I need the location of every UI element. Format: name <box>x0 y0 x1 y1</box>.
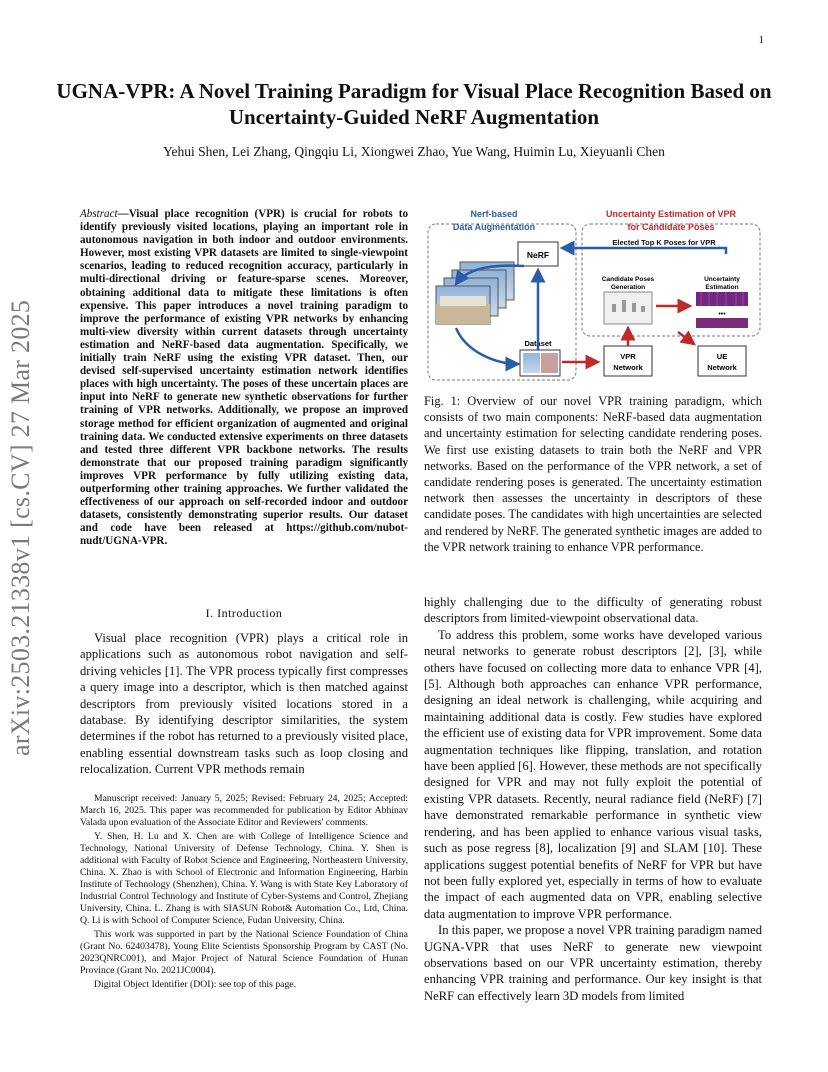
uncert-label-2: Estimation <box>705 284 739 291</box>
left-column-body <box>80 630 408 778</box>
uncert-label-1: Uncertainty <box>704 276 740 283</box>
footnotes <box>80 793 408 993</box>
abstract-text: —Visual place recognition (VPR) is crucial for robots to identify previously visited locations, playing an important role in autonomous navigation in both indoor and outdoor environments. However, most existing VPR datasets are limited to single-viewpoint scenarios, leading to reduced recognition accuracy, particularly in multi-directional driving or feature-sparse scenes. Moreover, obtaining additional data to mitigate these limitations is often expensive. This paper introduces a novel training paradigm to improve the performance of existing VPR networks by enhancing multi-view diversity within current datasets through uncertainty estimation and NeRF-based data augmentation. Specifically, we initially train NeRF using the existing VPR dataset. Then, our devised self-supervised uncertainty estimation network identifies places with high uncertainty. The poses of these uncertain places are input into NeRF to generate new synthetic observations for further training of VPR networks. Additionally, we propose an improved storage method for efficient organization of augmented and original training data. We conducted extensive experiments on three datasets and tested three different VPR backbone networks. The results demonstrate that our proposed training paradigm significantly improves VPR performance by fully utilizing existing data, outperforming other training approaches. We further validated the effectiveness of our approach on self-recorded indoor and outdoor datasets, consistently demonstrating superior results. Our dataset and code have been released at https://github.com/nubot-nudt/UGNA-VPR. <box>80 208 408 548</box>
arxiv-stamp-text: arXiv:2503.21338v1 [cs.CV] 27 Mar 2025 <box>6 299 35 756</box>
figure-diagram <box>426 204 762 384</box>
right-paragraph-2: To address this problem, some works have developed various neural networks to generate robust descriptors [2], [3], while others have focused on collecting more data to enhance VPR [4], [5]. Although both approaches can enhance VPR performance, designing an ideal network is challenging, while acquiring and maintaining additional data is costly. Few studies have explored the efficient use of existing data for VPR improvement. Some data augmentation techniques like flipping, translation, and rotation have been applied [6]. However, these methods are not specifically designed for VPR and may not fully exploit the potential of existing VPR datasets. Recently, neural radiance field (NeRF) [7] have demonstrated remarkable performance in synthetic view rendering, and has been applied to enhance various visual tasks, such as pose regress [8], localization [9] and SLAM [10]. These applications suggest potential benefits of NeRF for VPR but have not been fully explored yet, especially in terms of how to evaluate the impact of each augmented data on VPR, enabling selective data augmentation to improve VPR performance. <box>424 627 762 921</box>
right-title-2: for Candidate Poses <box>627 222 715 232</box>
page-number: 1 <box>758 34 764 46</box>
author-list: Yehui Shen, Lei Zhang, Qingqiu Li, Xiongwei Zhao, Yue Wang, Huimin Lu, Xieyuanli Chen <box>163 144 665 159</box>
abstract <box>80 208 408 548</box>
vpr-label-1: VPR <box>620 352 636 361</box>
uncert-map-2 <box>696 318 748 328</box>
nerf-label: NeRF <box>526 250 550 260</box>
arrow-images-to-dataset <box>456 328 518 364</box>
footnote-affiliations: Y. Shen, H. Lu and X. Chen are with College of Intelligence Science and Technology, National University of Defense Technology, China. Y. Shen is additional with Faculty of Robot Science and Engineering, Northeastern University, China. X. Zhao is with School of Electronic and Information Engineering, Harbin Institute of Technology (Shenzhen), China. Y. Wang is with State Key Laboratory of Industrial Control Technology and Institute of Cyber-Systems and Control, Zhejiang University, China. L. Zhang is with SIASUN Robot& Automation Co., Ltd, China. Q. Li is with School of Computer Science, Fudan University, China. <box>80 831 408 926</box>
figure-overview <box>426 204 762 384</box>
top-k-label: Elected Top K Poses for VPR <box>612 238 716 247</box>
right-title-1: Uncertainty Estimation of VPR <box>605 209 737 219</box>
ue-label-1: UE <box>716 352 728 361</box>
ue-label-2: Network <box>707 363 737 372</box>
candidate-label-2: Generation <box>610 284 646 291</box>
candidate-label-1: Candidate Poses <box>601 276 655 283</box>
footnote-funding: This work was supported in part by the National Science Foundation of China (Grant No. 62403478), Young Elite Scientists Sponsorship Program by CAST (No. 2023QNRC001), and Major Project of Natural Science Foundation of Hunan Province (Grant No. 2021JC0004). <box>80 929 408 976</box>
arrow-topk-to-nerf <box>562 248 726 254</box>
left-title-1: Nerf-based <box>470 209 518 219</box>
figure-caption: Fig. 1: Overview of our novel VPR training paradigm, which consists of two main components: NeRF-based data augmentation and uncertainty estimation for selecting candidate rendering poses. We first use existing datasets to train both the NeRF and VPR networks. Based on the performance of the VPR network, a set of candidate rendering poses is generated. The uncertainty estimation network then assesses the uncertainty in descriptors of these candidate poses. The candidates with high uncertainties are selected and rendered by NeRF. The generated synthetic images are added to the VPR network training to enhance VPR performance. <box>424 394 762 554</box>
vpr-label-2: Network <box>613 363 643 372</box>
uncert-map-1 <box>696 292 748 306</box>
arrow-uncert-to-ue <box>678 332 694 344</box>
uncert-dots: ••• <box>718 311 726 318</box>
dataset-label: Dataset <box>524 339 552 348</box>
left-title-2: Data Augmentation <box>452 222 536 232</box>
section-heading-introduction: I. Introduction <box>205 606 283 620</box>
right-column-body <box>424 594 762 1004</box>
abstract-label: Abstract <box>80 208 118 220</box>
paper-title: UGNA-VPR: A Novel Training Paradigm for Visual Place Recognition Based on Uncertainty-Guided NeRF Augmentation <box>56 79 772 129</box>
intro-paragraph-1: Visual place recognition (VPR) plays a critical role in applications such as autonomous robot navigation and self-driving vehicles [1]. The VPR process typically first compresses a query image into a descriptor, which is then matched against descriptors from previously visited locations stored in a database. By identifying descriptor similarities, the system determines if the robot has returned to a previously visited place, enabling essential downstream tasks such as loop closing and relocalization. Current VPR methods remain <box>80 631 408 777</box>
right-paragraph-3: In this paper, we propose a novel VPR training paradigm named UGNA-VPR that uses NeRF to generate new viewpoint observations based on our VPR uncertainty estimation, thereby enhancing VPR training and performance. Our key insight is that NeRF can effectively learn 3D models from limited <box>424 923 762 1003</box>
footnote-doi: Digital Object Identifier (DOI): see top of this page. <box>94 979 297 990</box>
right-paragraph-continued: highly challenging due to the difficulty of generating robust descriptors from limited-viewpoint observational data. <box>424 595 762 626</box>
footnote-manuscript: Manuscript received: January 5, 2025; Revised: February 24, 2025; Accepted: March 16, 2025. This paper was recommended for publication by Editor Abhinav Valada upon evaluation of the Associate Editor and Reviewers' comments. <box>80 793 408 828</box>
